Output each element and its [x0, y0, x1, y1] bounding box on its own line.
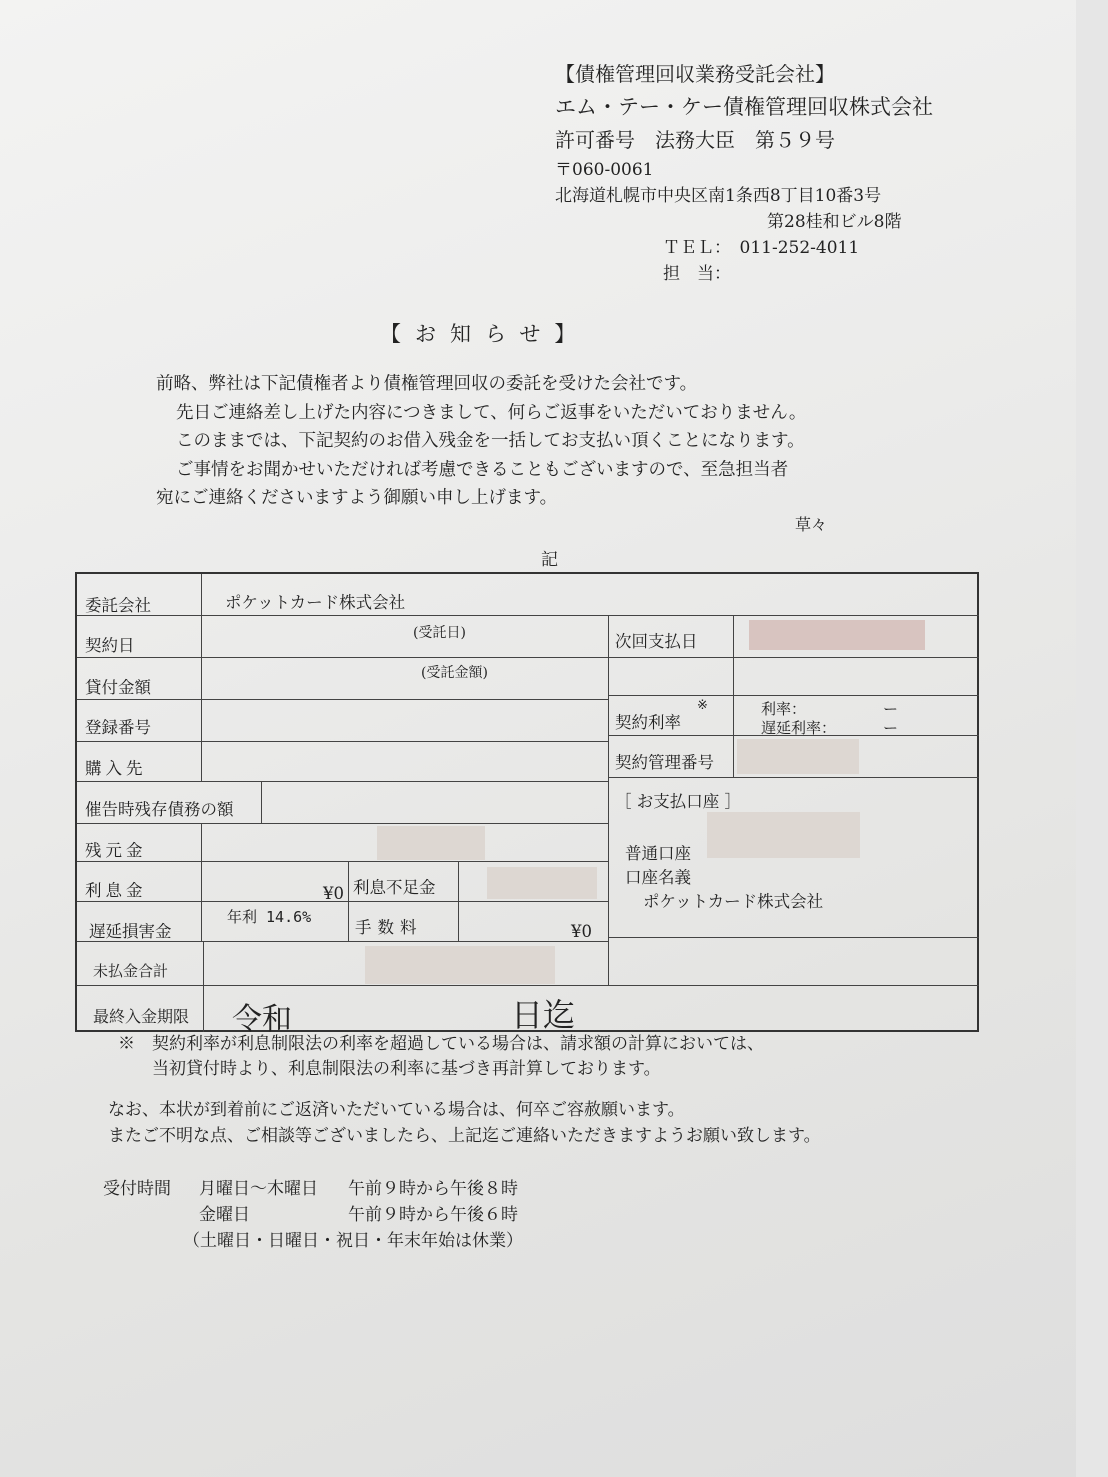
loan-amount-label: 貸付金額 — [85, 678, 151, 697]
cell — [262, 782, 609, 824]
late-fee-label: 遅延損害金 — [89, 922, 172, 941]
closing-line: なお、本状が到着前にご返済いただいている場合は、何卒ご容赦願います。 — [108, 1100, 685, 1120]
sender-company: エム・テー・ケー債権管理回収株式会社 — [555, 95, 933, 119]
cell — [202, 658, 609, 700]
cell — [202, 616, 609, 658]
redacted-area — [377, 826, 485, 860]
notice-line: 前略、弊社は下記債権者より債権管理回収の委託を受けた会社です。 — [156, 374, 698, 394]
sender-role: 【債権管理回収業務受託会社】 — [555, 62, 835, 86]
consign-amount-note: (受託金額) — [421, 665, 488, 681]
remaining-debt-label: 催告時残存債務の額 — [85, 800, 234, 819]
business-hours — [103, 1176, 703, 1254]
cell — [202, 700, 609, 742]
late-rate-value: ー — [883, 719, 899, 737]
footnote-line: 当初貸付時より、利息制限法の利率に基づき再計算しております。 — [118, 1059, 661, 1079]
reg-no-label: 登録番号 — [85, 718, 151, 737]
notice-line: ご事情をお聞かせいただければ考慮できることもございますので、至急担当者 — [176, 459, 789, 480]
redacted-area — [487, 867, 597, 899]
account-type: 普通口座 — [625, 844, 691, 863]
hours-label: 受付時間 — [103, 1179, 171, 1199]
redacted-area — [707, 812, 860, 858]
interest-short-label: 利息不足金 — [353, 878, 436, 897]
hours-row2-time: 午前９時から午後６時 — [348, 1205, 518, 1225]
hours-row2-day: 金曜日 — [199, 1205, 250, 1225]
interest-label: 利息金 — [85, 881, 147, 900]
cell — [734, 658, 979, 696]
interest-rate-label: 利率： — [761, 700, 807, 718]
sender-block — [555, 58, 933, 287]
interest-value: ¥0 — [323, 884, 344, 903]
seller-label: 購入先 — [85, 759, 147, 778]
unpaid-total-label: 未払金合計 — [93, 962, 169, 980]
consignor-label: 委託会社 — [85, 596, 151, 615]
rate-label: 契約利率 — [615, 713, 681, 732]
footnote — [118, 1032, 764, 1082]
consignor-value: ポケットカード株式会社 — [225, 593, 406, 612]
rate-mark: ※ — [697, 698, 708, 713]
interest-rate-value: ー — [883, 700, 899, 718]
late-fee-rate: 年利 14.6% — [227, 908, 312, 926]
redacted-area — [737, 739, 859, 774]
sender-staff: 担 当： — [663, 264, 731, 284]
notice-line: 宛にご連絡くださいますよう御願い申し上げます。 — [156, 488, 558, 508]
details-table — [75, 572, 979, 1037]
fee-value: ¥0 — [571, 922, 592, 941]
hours-row1-time: 午前９時から午後８時 — [348, 1179, 518, 1199]
contract-date-label: 契約日 — [85, 636, 135, 655]
notice-line: 先日ご連絡差し上げた内容につきまして、何らご返事をいただいておりません。 — [176, 402, 807, 423]
deadline-suffix: 日迄 — [511, 996, 576, 1034]
sender-postal: 〒060-0061 — [555, 160, 654, 180]
sender-address2: 第28桂和ビル8階 — [767, 212, 902, 232]
account-header: ［ お支払口座 ］ — [615, 792, 741, 811]
footnote-line: ※ 契約利率が利息制限法の利率を超過している場合は、請求額の計算においては、 — [118, 1034, 764, 1054]
fee-label: 手数料 — [355, 918, 423, 937]
deadline-label: 最終入金期限 — [93, 1007, 190, 1026]
consign-date-note: (受託日) — [413, 625, 466, 641]
notice-line: このままでは、下記契約のお借入残金を一括してお支払い頂くことになります。 — [176, 431, 805, 451]
closing-text — [108, 1097, 821, 1149]
account-name-label: 口座名義 — [625, 868, 691, 887]
redacted-area — [749, 620, 925, 650]
notice-body — [156, 370, 806, 513]
contract-mgmt-label: 契約管理番号 — [615, 753, 714, 772]
cell — [609, 658, 734, 696]
cell — [609, 938, 979, 986]
redacted-area — [365, 946, 555, 984]
hours-row1-day: 月曜日～木曜日 — [199, 1179, 318, 1199]
hours-holiday: （土曜日・日曜日・祝日・年末年始は休業） — [183, 1231, 523, 1251]
account-name-value: ポケットカード株式会社 — [643, 892, 824, 911]
background-strip — [1076, 0, 1108, 1477]
sender-license: 許可番号 法務大臣 第５９号 — [555, 128, 835, 152]
late-rate-label: 遅延利率： — [761, 719, 837, 737]
closing-line: またご不明な点、ご相談等ございましたら、上記迄ご連絡いただきますようお願い致します。 — [108, 1126, 821, 1146]
ki-heading: 記 — [541, 550, 558, 570]
closing-word: 草々 — [795, 515, 828, 534]
next-payment-label: 次回支払日 — [615, 632, 698, 651]
cell — [202, 742, 609, 782]
principal-label: 残元金 — [85, 841, 147, 860]
notice-title: 【お知らせ】 — [380, 322, 590, 346]
sender-tel: ＴＥＬ： 011-252-4011 — [663, 238, 860, 258]
sender-address1: 北海道札幌市中央区南1条西8丁目10番3号 — [555, 186, 882, 206]
deadline-era: 令和 — [232, 1002, 292, 1037]
